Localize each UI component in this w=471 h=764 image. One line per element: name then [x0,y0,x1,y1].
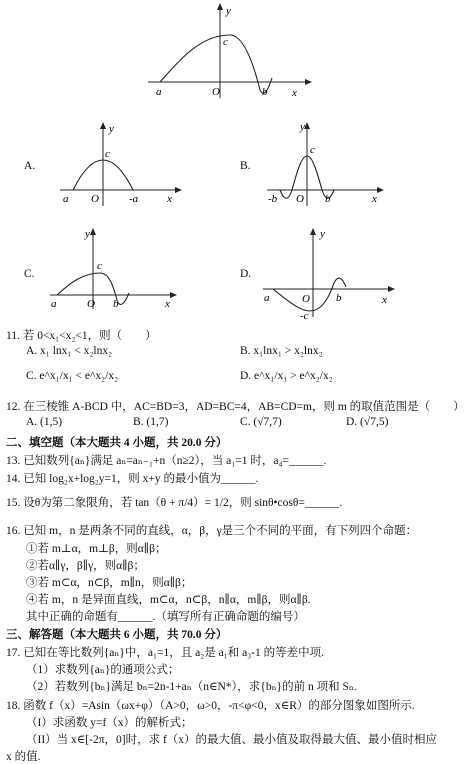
svg-text:c: c [97,260,102,272]
a-label: a [156,86,162,98]
q13-text: 13. 已知数列{aₙ}满足 aₙ=aₙ₋₁+n（n≥2），当 a₁=1 时，a₄=______. [6,455,327,467]
c-label: c [223,36,228,48]
q14-text: 14. 已知 log₂x+log₂y=1，则 x+y 的最小值为______. [6,473,259,485]
q11-option-a: A. x₁ lnx₁ < x₂lnx₂ [26,345,113,357]
svg-text:b: b [325,193,331,205]
svg-text:x: x [167,193,172,205]
svg-text:y: y [85,228,90,240]
q16-item-4: ④若 m，n 是异面直线，m⊂α，n⊂β，n∥α，m∥β，则α∥β. [26,594,311,606]
option-c-label: C. [24,268,35,280]
q18-part-3: x 的值. [6,751,41,763]
q12-option-c: C. (√7,7) [240,416,282,428]
q17-stem: 17. 已知在等比数列{aₙ}中，a₁=1，且 a₂是 a₁和 a₃-1 的等差中项. [6,647,325,659]
origin-label: O [212,86,220,98]
section-answer-heading: 三、解答题（本大题共 6 小题，共 70.0 分） [6,629,228,641]
q11-option-c: C. e^x₁/x₁ < e^x₂/x₂ [26,370,119,382]
q16-tail: 其中正确的命题有______.（填写所有正确命题的编号） [26,611,305,623]
main-graph [140,0,315,100]
svg-text:a: a [51,298,57,310]
q11-stem: 11. 若 0<x₁<x₂<1，则（ ） [6,330,157,342]
q18-stem: 18. 函数 f（x）=Asin（ωx+φ）（A>0，ω>0，-π<φ<0，x∈R）的部分图象如图所示. [6,700,415,712]
svg-text:x: x [382,294,387,306]
svg-text:x: x [372,193,377,205]
option-b-label: B. [240,160,251,172]
q17-part-2: （2）若数列{bₙ}满足 bₙ=2n-1+aₙ（n∈N*），求{bₙ}的前 n 项和 Sₙ. [26,681,357,693]
svg-text:x: x [165,298,170,310]
q18-part-2: （II）当 x∈[-2π，0]时，求 f（x）的最大值、最小值及取得最大值、最小值时相应 [26,734,438,746]
graph-option-d [258,225,398,320]
q12-option-b: B. (1,7) [133,416,169,428]
svg-text:a: a [264,292,270,304]
b-label: b [262,86,268,98]
svg-text:-a: -a [129,193,139,205]
q12-stem: 12. 在三棱锥 A-BCD 中，AC=BD=3，AD=BC=4，AB=CD=m，则 m 的取值范围是（ ） [6,401,465,413]
option-d-label: D. [240,268,252,280]
svg-text:c: c [310,144,315,156]
q16-item-2: ②若α∥γ，β∥γ，则α∥β； [26,560,145,572]
q12-option-d: D. (√7,5) [346,416,389,428]
graph-option-a [55,118,185,208]
q11-option-b: B. x₁lnx₁ > x₂lnx₂ [240,345,323,357]
svg-text:y: y [300,121,305,133]
svg-text:O: O [296,193,304,205]
q16-item-1: ①若 m⊥α，m⊥β，则α∥β； [26,543,167,555]
q16-stem: 16. 已知 m，n 是两条不同的直线，α，β，γ是三个不同的平面，有下列四个命题： [6,525,418,537]
svg-text:b: b [113,298,119,310]
q12-option-a: A. (1,5) [26,416,63,428]
q17-part-1: （1）求数列{aₙ}的通项公式； [26,664,180,676]
svg-text:c: c [105,148,110,160]
svg-text:O: O [302,293,310,305]
svg-text:-b: -b [268,193,278,205]
x-axis-label: x [292,87,297,99]
q11-option-d: D. e^x₁/x₁ > e^x₂/x₂ [240,370,333,382]
svg-text:y: y [109,123,114,135]
graph-option-b [262,118,392,208]
svg-text:O: O [87,298,95,310]
q18-part-1: （I）求函数 y=f（x）的解析式； [26,717,193,729]
svg-text:b: b [336,292,342,304]
svg-text:a: a [63,193,69,205]
graph-option-c [45,225,180,310]
svg-text:y: y [320,228,325,240]
svg-text:-c: -c [300,310,309,320]
y-axis-label: y [226,5,231,17]
q16-item-3: ③若 m⊂α，n⊂β，m∥n，则α∥β； [26,577,193,589]
svg-text:O: O [91,193,99,205]
option-a-label: A. [24,160,36,172]
q15-text: 15. 设θ为第二象限角，若 tan（θ + π/4）= 1/2，则 sinθ•cosθ=______. [6,497,343,509]
section-fill-in-heading: 二、填空题（本大题共 4 小题，共 20.0 分） [6,437,228,449]
